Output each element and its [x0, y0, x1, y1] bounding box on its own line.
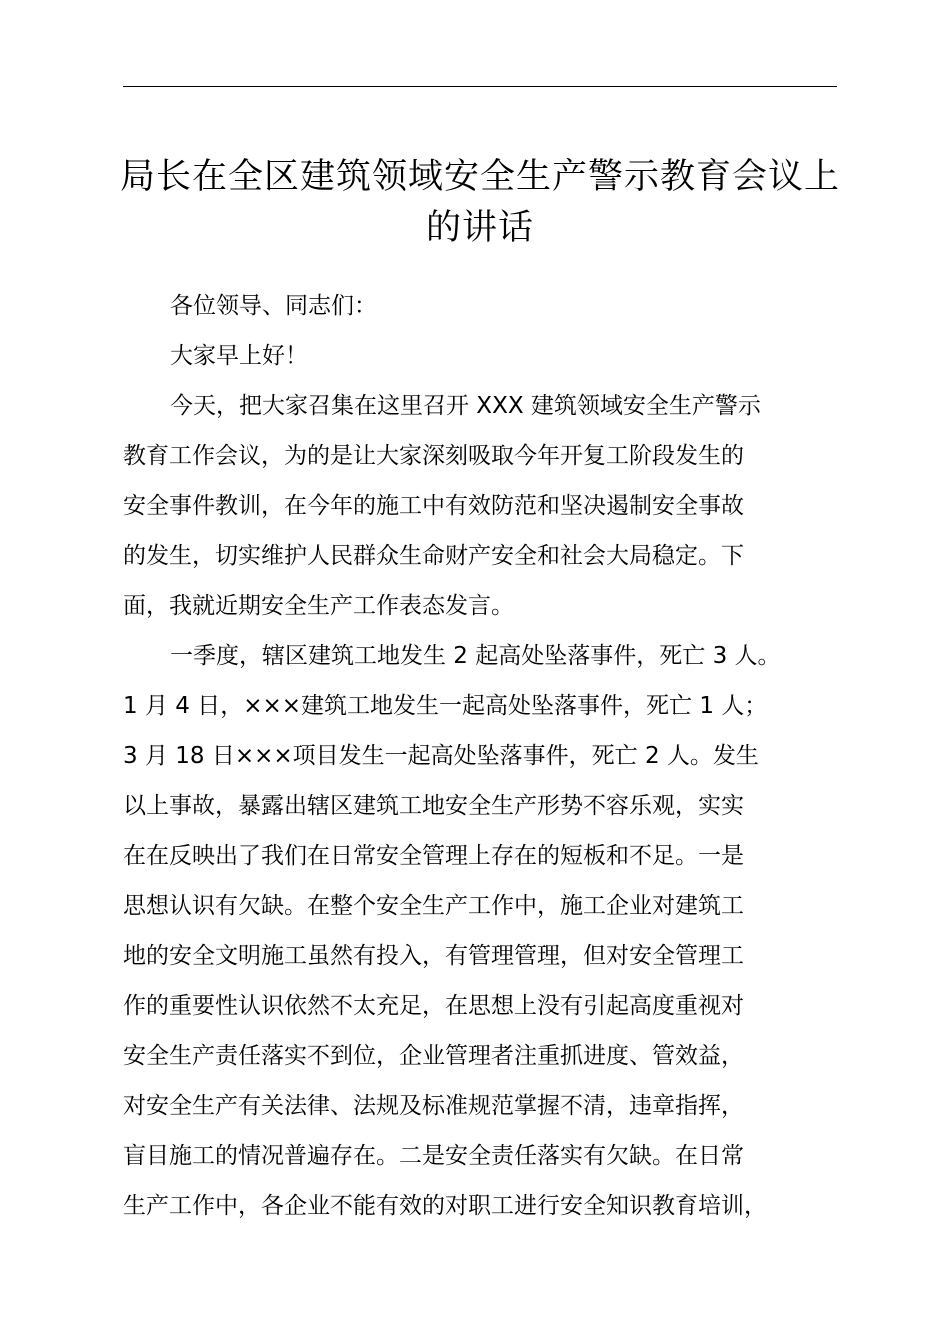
paragraph-1-line: 安全事件教训，在今年的施工中有效防范和坚决遏制安全事故 — [123, 493, 744, 519]
paragraph-2-line: 地的安全文明施工虽然有投入，有管理管理，但对安全管理工 — [123, 943, 744, 969]
paragraph-1-line: 的发生，切实维护人民群众生命财产安全和社会大局稳定。下 — [123, 543, 744, 569]
paragraph-1-line: 今天，把大家召集在这里召开 XXX 建筑领域安全生产警示 — [170, 393, 761, 419]
paragraph-2-line: 思想认识有欠缺。在整个安全生产工作中，施工企业对建筑工 — [123, 893, 744, 919]
paragraph-2-line: 对安全生产有关法律、法规及标准规范掌握不清，违章指挥， — [123, 1093, 744, 1119]
paragraph-2-line: 以上事故，暴露出辖区建筑工地安全生产形势不容乐观，实实 — [123, 793, 744, 819]
paragraph-1-line: 教育工作会议，为的是让大家深刻吸取今年开复工阶段发生的 — [123, 443, 744, 469]
header-rule — [123, 86, 837, 87]
paragraph-2-line: 生产工作中，各企业不能有效的对职工进行安全知识教育培训， — [123, 1193, 767, 1219]
title-line-1: 局长在全区建筑领域安全生产警示教育会议上 — [119, 157, 840, 197]
paragraph-2-line: 安全生产责任落实不到位，企业管理者注重抓进度、管效益， — [123, 1043, 744, 1069]
paragraph-2-line: 作的重要性认识依然不太充足，在思想上没有引起高度重视对 — [123, 993, 744, 1019]
document-title — [110, 152, 850, 254]
paragraph-2-line: 一季度，辖区建筑工地发生 2 起高处坠落事件，死亡 3 人。 — [170, 643, 781, 669]
paragraph-2-line: 盲目施工的情况普遍存在。二是安全责任落实有欠缺。在日常 — [123, 1143, 744, 1169]
greeting: 大家早上好！ — [170, 343, 308, 369]
paragraph-2-line: 在在反映出了我们在日常安全管理上存在的短板和不足。一是 — [123, 843, 744, 869]
paragraph-1-line: 面，我就近期安全生产工作表态发言。 — [123, 593, 514, 619]
paragraph-2-line: 1 月 4 日，×××建筑工地发生一起高处坠落事件，死亡 1 人； — [123, 693, 768, 719]
title-line-2: 的讲话 — [425, 208, 534, 248]
salutation: 各位领导、同志们： — [170, 293, 377, 319]
paragraph-2-line: 3 月 18 日×××项目发生一起高处坠落事件，死亡 2 人。发生 — [123, 743, 759, 769]
